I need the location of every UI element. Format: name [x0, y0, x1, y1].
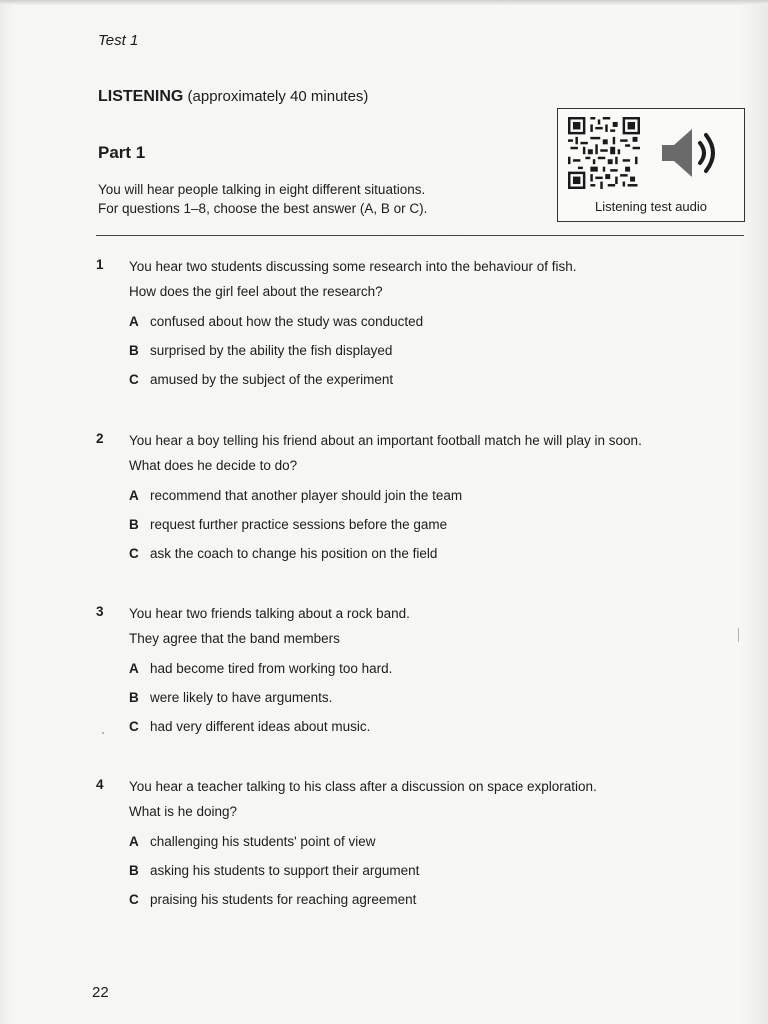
- option-letter: C: [129, 372, 139, 387]
- option-letter: B: [129, 863, 139, 878]
- question-prompt: They agree that the band members: [129, 631, 340, 646]
- test-label: Test 1: [98, 32, 139, 49]
- instructions-line-1: You will hear people talking in eight different situations.: [98, 182, 426, 197]
- option-text: were likely to have arguments.: [150, 690, 333, 705]
- option-text: asking his students to support their argument: [150, 863, 420, 878]
- option-letter: A: [129, 488, 139, 503]
- scan-speck: [738, 628, 739, 642]
- question-prompt: What does he decide to do?: [129, 458, 298, 473]
- question-number: 3: [96, 604, 104, 619]
- option-text: request further practice sessions before the game: [150, 517, 448, 532]
- option-letter: C: [129, 892, 139, 907]
- option-text: praising his students for reaching agreement: [150, 892, 417, 907]
- section-duration: (approximately 40 minutes): [187, 88, 369, 105]
- question-number: 2: [96, 431, 104, 446]
- question-prompt: What is he doing?: [129, 804, 238, 819]
- page-top-edge: [0, 0, 768, 5]
- instructions-line-2: For questions 1–8, choose the best answer (A, B or C).: [98, 201, 428, 216]
- option-text: had very different ideas about music.: [150, 719, 371, 734]
- option-text: challenging his students' point of view: [150, 834, 376, 849]
- option-text: had become tired from working too hard.: [150, 661, 393, 676]
- section-title: LISTENING: [98, 88, 184, 105]
- question-text: You hear a teacher talking to his class after a discussion on space exploration.: [129, 779, 597, 794]
- section-heading: [98, 88, 368, 106]
- question-number: 1: [96, 257, 104, 272]
- question-text: You hear a boy telling his friend about an important football match he will play in soon.: [129, 433, 642, 448]
- option-text: amused by the subject of the experiment: [150, 372, 394, 387]
- question-text: You hear two friends talking about a rock band.: [129, 606, 410, 621]
- option-letter: B: [129, 690, 139, 705]
- option-text: confused about how the study was conducted: [150, 314, 424, 329]
- option-letter: A: [129, 834, 139, 849]
- option-text: surprised by the ability the fish displayed: [150, 343, 393, 358]
- option-letter: C: [129, 719, 139, 734]
- part-instructions: [98, 180, 518, 218]
- listening-audio-box[interactable]: [557, 108, 745, 222]
- qr-code-icon[interactable]: [568, 117, 640, 189]
- question-text: You hear two students discussing some research into the behaviour of fish.: [129, 259, 577, 274]
- option-letter: B: [129, 517, 139, 532]
- divider-rule: [96, 235, 744, 236]
- option-letter: A: [129, 661, 139, 676]
- option-letter: B: [129, 343, 139, 358]
- audio-caption: Listening test audio: [594, 199, 708, 214]
- question-prompt: How does the girl feel about the research?: [129, 284, 383, 299]
- speaker-icon[interactable]: [658, 123, 722, 183]
- page-number: 22: [92, 984, 109, 1001]
- option-letter: C: [129, 546, 139, 561]
- question-number: 4: [96, 777, 104, 792]
- option-text: ask the coach to change his position on the field: [150, 546, 438, 561]
- part-title: Part 1: [98, 143, 146, 162]
- scan-speck: [102, 732, 104, 734]
- option-letter: A: [129, 314, 139, 329]
- option-text: recommend that another player should join the team: [150, 488, 463, 503]
